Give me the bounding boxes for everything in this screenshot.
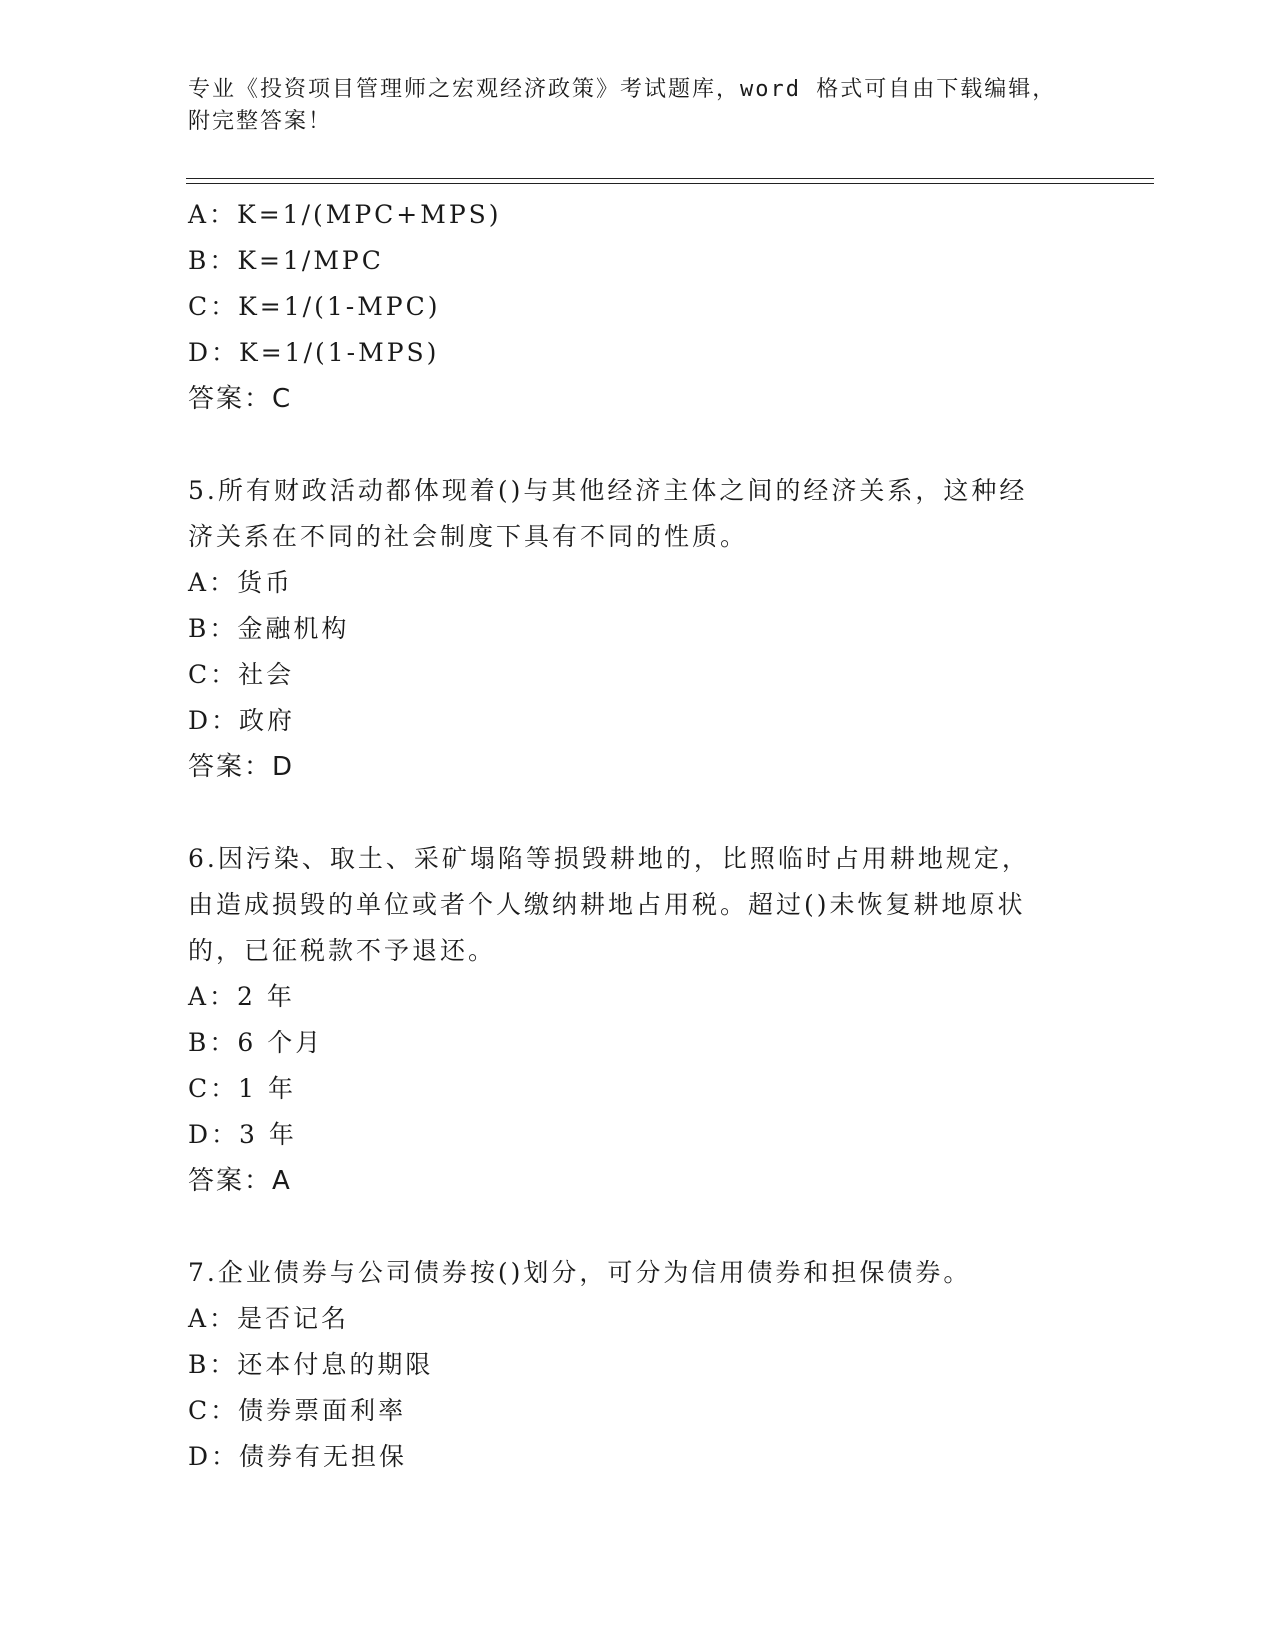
spacer — [188, 790, 1088, 836]
option-d: D：政府 — [188, 706, 296, 735]
option-b: B：K=1/MPC — [188, 246, 384, 275]
question-stem-line: 由造成损毁的单位或者个人缴纳耕地占用税。超过()未恢复耕地原状 — [188, 890, 1026, 919]
spacer — [188, 422, 1088, 468]
answer: 答案：D — [188, 752, 295, 782]
option-b: B：还本付息的期限 — [188, 1350, 434, 1379]
document-header — [188, 74, 1088, 138]
question-4 — [188, 192, 1088, 422]
header-divider-bottom — [186, 183, 1154, 184]
option-a: A：2 年 — [188, 982, 295, 1011]
question-6 — [188, 836, 1088, 1204]
option-c: C：社会 — [188, 660, 295, 689]
option-b: B：金融机构 — [188, 614, 350, 643]
question-stem-line: 5.所有财政活动都体现着()与其他经济主体之间的经济关系，这种经 — [188, 476, 1028, 505]
option-c: C：债券票面利率 — [188, 1396, 407, 1425]
option-b: B：6 个月 — [188, 1028, 324, 1057]
header-line-1: 专业《投资项目管理师之宏观经济政策》考试题库，word 格式可自由下载编辑， — [188, 77, 1057, 102]
option-d: D：债券有无担保 — [188, 1442, 408, 1471]
question-list — [188, 192, 1088, 1480]
option-a: A：货币 — [188, 568, 294, 597]
question-7 — [188, 1250, 1088, 1480]
header-divider-top — [186, 178, 1154, 179]
question-stem-line: 6.因污染、取土、采矿塌陷等损毁耕地的，比照临时占用耕地规定， — [188, 844, 1030, 873]
spacer — [188, 1204, 1088, 1250]
question-stem-line: 的，已征税款不予退还。 — [188, 936, 497, 965]
question-stem-line: 济关系在不同的社会制度下具有不同的性质。 — [188, 522, 749, 551]
option-a: A：是否记名 — [188, 1304, 350, 1333]
option-c: C：1 年 — [188, 1074, 296, 1103]
question-5 — [188, 468, 1088, 790]
answer: 答案：C — [188, 384, 293, 414]
header-line-2: 附完整答案！ — [188, 109, 333, 134]
question-stem-line: 7.企业债券与公司债券按()划分，可分为信用债券和担保债券。 — [188, 1258, 972, 1287]
option-a: A：K=1/(MPC+MPS) — [188, 200, 502, 229]
option-d: D：3 年 — [188, 1120, 297, 1149]
option-c: C：K=1/(1-MPC) — [188, 292, 441, 321]
answer: 答案：A — [188, 1166, 292, 1196]
option-d: D：K=1/(1-MPS) — [188, 338, 440, 367]
